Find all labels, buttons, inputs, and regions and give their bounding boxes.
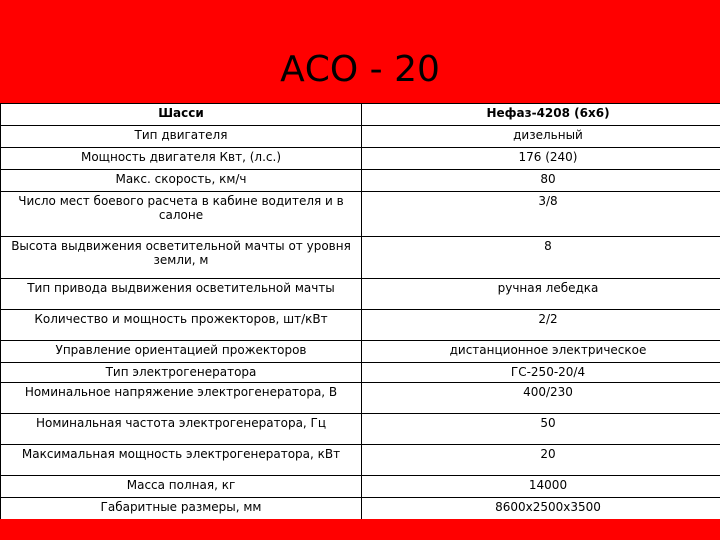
value-cell: ГС-250-20/4 xyxy=(362,363,720,383)
param-cell: Масса полная, кг xyxy=(1,476,362,498)
value-cell: 400/230 xyxy=(362,383,720,414)
bottom-band xyxy=(0,519,720,540)
param-cell: Габаритные размеры, мм xyxy=(1,498,362,520)
param-cell: Максимальная мощность электрогенератора, кВт xyxy=(1,445,362,476)
param-cell: Количество и мощность прожекторов, шт/кВт xyxy=(1,310,362,341)
param-cell: Номинальное напряжение электрогенератора, В xyxy=(1,383,362,414)
param-cell: Управление ориентацией прожекторов xyxy=(1,341,362,363)
value-cell: дизельный xyxy=(362,126,720,148)
table-row xyxy=(1,126,720,148)
param-cell: Тип двигателя xyxy=(1,126,362,148)
param-cell: Тип электрогенератора xyxy=(1,363,362,383)
table-header-row xyxy=(1,104,720,126)
value-cell: 8600х2500х3500 xyxy=(362,498,720,520)
value-cell: 20 xyxy=(362,445,720,476)
slide-title: АСО - 20 xyxy=(280,49,440,90)
table-row xyxy=(1,445,720,476)
table-row xyxy=(1,383,720,414)
table-row xyxy=(1,310,720,341)
table-row xyxy=(1,170,720,192)
value-cell: дистанционное электрическое xyxy=(362,341,720,363)
value-cell: 176 (240) xyxy=(362,148,720,170)
spec-table-container xyxy=(0,103,720,519)
value-cell: 8 xyxy=(362,237,720,279)
table-row xyxy=(1,363,720,383)
value-cell: 14000 xyxy=(362,476,720,498)
value-cell: ручная лебедка xyxy=(362,279,720,310)
value-cell: 50 xyxy=(362,414,720,445)
header-cell-param: Шасси xyxy=(1,104,362,126)
table-row xyxy=(1,341,720,363)
table-row xyxy=(1,476,720,498)
header-cell-value: Нефаз-4208 (6х6) xyxy=(362,104,720,126)
value-cell: 3/8 xyxy=(362,192,720,237)
table-row xyxy=(1,498,720,520)
param-cell: Высота выдвижения осветительной мачты от уровня земли, м xyxy=(1,237,362,279)
table-row xyxy=(1,279,720,310)
table-row xyxy=(1,414,720,445)
param-cell: Мощность двигателя Квт, (л.с.) xyxy=(1,148,362,170)
param-cell: Число мест боевого расчета в кабине водителя и в салоне xyxy=(1,192,362,237)
param-cell: Макс. скорость, км/ч xyxy=(1,170,362,192)
value-cell: 80 xyxy=(362,170,720,192)
table-row xyxy=(1,148,720,170)
value-cell: 2/2 xyxy=(362,310,720,341)
spec-table xyxy=(0,103,720,520)
table-row xyxy=(1,237,720,279)
table-row xyxy=(1,192,720,237)
param-cell: Тип привода выдвижения осветительной мачты xyxy=(1,279,362,310)
param-cell: Номинальная частота электрогенератора, Гц xyxy=(1,414,362,445)
